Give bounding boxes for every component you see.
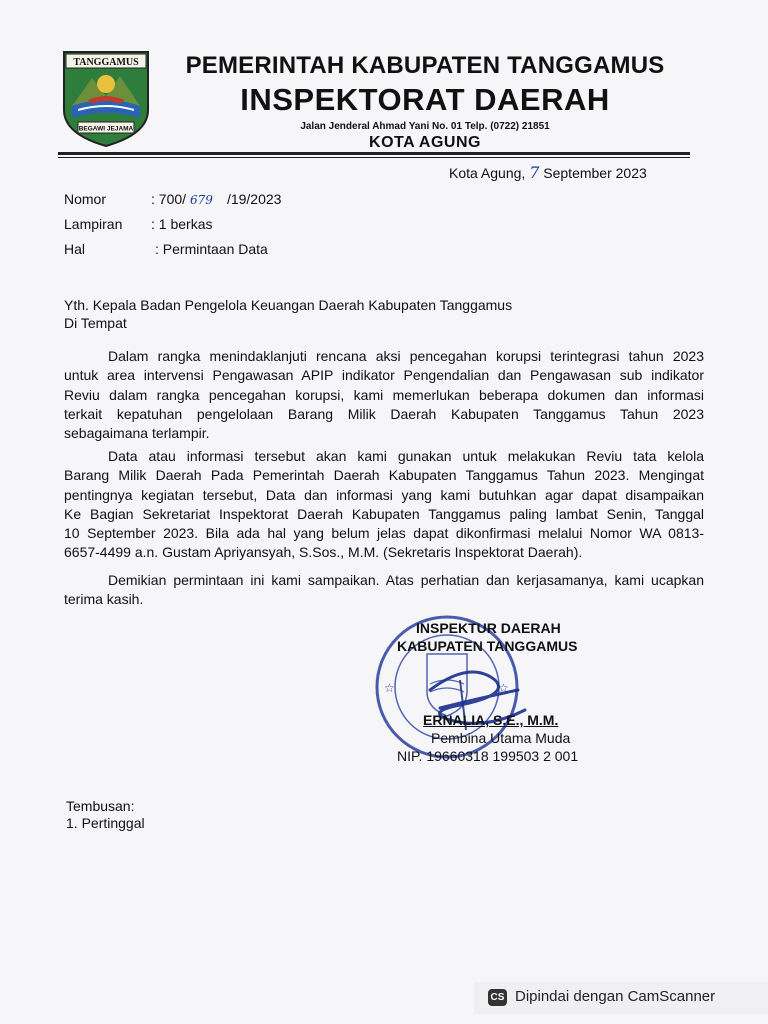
p2-line: 6657-4499 a.n. Gustam Apriyansyah, S.Sos., M.M. (Sekretaris Inspektorat Daerah). [64, 544, 583, 561]
p1-line: terkait kepatuhan pengelolaan Barang Milik Daerah Kabupaten Tanggamus Tahun 2023 [64, 405, 704, 422]
camscanner-icon: CS [488, 989, 507, 1006]
tembusan-item: 1. Pertinggal [66, 815, 145, 831]
signatory-name: ERNALIA, S.E., M.M. [423, 712, 559, 728]
body-paragraph-2 [64, 447, 704, 563]
p2-line: Data atau informasi tersebut akan kami gunakan untuk melakukan Reviu tata kelola [108, 448, 704, 464]
signatory-title-1: INSPEKTUR DAERAH [416, 620, 561, 636]
camscanner-watermark [474, 982, 768, 1014]
nomor-handwritten: 679 [190, 193, 213, 207]
tanggamus-logo [58, 48, 154, 148]
recipient-line2: Di Tempat [64, 315, 127, 331]
letterhead-government: PEMERINTAH KABUPATEN TANGGAMUS [185, 52, 665, 79]
p1-line: Reviu dalam rangka pencegahan korupsi, kami memerlukan beberapa dokumen dan informasi [64, 386, 704, 403]
date-day-handwritten: 7 [529, 163, 540, 182]
signatory-rank: Pembina Utama Muda [431, 730, 571, 746]
date-prefix: Kota Agung, [449, 165, 526, 181]
p1-line: Dalam rangka menindaklanjuti rencana aksi pencegahan korupsi terintegrasi tahun 2023 [108, 348, 704, 364]
letterhead-address: Jalan Jenderal Ahmad Yani No. 01 Telp. (0722) 21851 [300, 121, 550, 132]
date-suffix: September 2023 [543, 165, 647, 181]
p2-line: 10 September 2023. Bila ada hal yang belum jelas dapat dikonfirmasi melalui Nomor WA 0813- [64, 525, 704, 542]
tembusan-label: Tembusan: [66, 798, 135, 814]
signatory-nip: NIP. 19660318 199503 2 001 [397, 748, 579, 764]
logo-ribbon: BEGAWI JEJAMA [78, 125, 134, 133]
letterhead-rule-thick [58, 152, 690, 155]
letterhead-city: KOTA AGUNG [369, 134, 481, 151]
body-paragraph-3 [64, 571, 704, 610]
p1-line: sebagaimana terlampir. [64, 425, 210, 442]
stamp-star-left: ☆ [384, 681, 395, 695]
signatory-title-2: KABUPATEN TANGGAMUS [397, 638, 578, 654]
p1-line: untuk area intervensi Pengawasan APIP indikator Pengendalian dan Pengawasan sub indikator [64, 367, 704, 384]
letterhead-rule-thin [58, 157, 690, 158]
letter-date [449, 164, 647, 182]
hal-label: Hal [64, 241, 86, 257]
letterhead-agency: INSPEKTORAT DAERAH [240, 82, 610, 117]
logo-label: TANGGAMUS [73, 57, 139, 68]
p3-line: Demikian permintaan ini kami sampaikan. Atas perhatian dan kerjasamanya, kami ucapkan [108, 572, 704, 588]
nomor-label: Nomor [64, 191, 107, 207]
recipient-line1: Yth. Kepala Badan Pengelola Keuangan Daerah Kabupaten Tanggamus [64, 297, 513, 313]
camscanner-text: Dipindai dengan CamScanner [515, 988, 716, 1005]
p2-line: Ke Bagian Sekretariat Inspektorat Daerah Kabupaten Tanggamus paling lambat Senin, Tanggal [64, 505, 704, 522]
hal-value: : Permintaan Data [155, 241, 268, 257]
nomor-suffix: /19/2023 [226, 191, 282, 207]
nomor-prefix: : 700/ [151, 191, 187, 207]
nomor-value [151, 190, 281, 209]
p2-line: Barang Milik Daerah Pada Pemerintah Daerah Kabupaten Tanggamus Tahun 2023. Mengingat [64, 467, 704, 484]
lampiran-value: : 1 berkas [151, 216, 213, 232]
stamp-star-right: ☆ [498, 681, 509, 695]
p3-line: terima kasih. [64, 591, 144, 608]
p2-line: pentingnya kegiatan tersebut, Data dan informasi yang kami butuhkan agar dapat disampaikan [64, 486, 704, 503]
lampiran-label: Lampiran [64, 216, 123, 232]
body-paragraph-1 [64, 347, 704, 443]
